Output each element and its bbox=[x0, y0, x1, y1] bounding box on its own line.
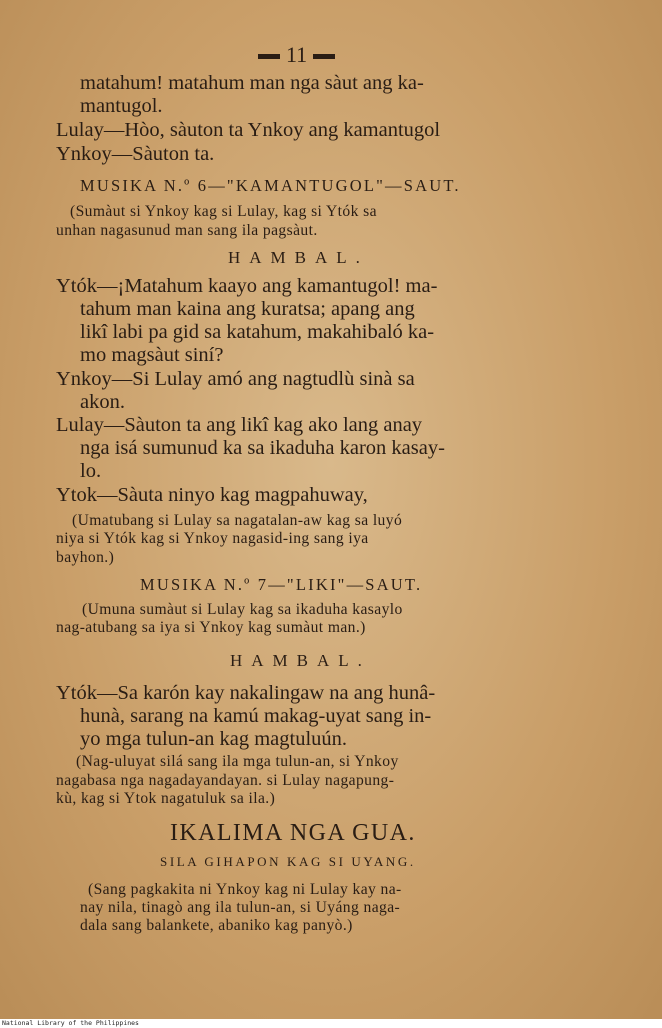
music-heading: MUSIKA N.º 7—"LIKI"—SAUT. bbox=[140, 575, 423, 594]
chapter-subtitle: SILA GIHAPON KAG SI UYANG. bbox=[160, 854, 416, 869]
page-number: 11 bbox=[252, 42, 341, 68]
stage-direction: (Umuna sumàut si Lulay kag sa ikaduha kasaylo bbox=[82, 601, 403, 618]
stage-direction: nay nila, tinagò ang ila tulun-an, si Uyáng naga- bbox=[80, 899, 401, 916]
stage-direction: unhan nagasunud man sang ila pagsàut. bbox=[56, 222, 318, 239]
stage-direction: nag-atubang sa iya si Ynkoy kag sumàut man.) bbox=[56, 619, 366, 636]
text-line: hunà, sarang na kamú makag-uyat sang in- bbox=[80, 705, 432, 727]
dialogue-line: Ytok—Sàuta ninyo kag magpahuway, bbox=[56, 484, 368, 506]
music-heading: MUSIKA N.º 6—"KAMANTUGOL"—SAUT. bbox=[80, 176, 461, 195]
stage-direction: nagabasa nga nagadayandayan. si Lulay nagapung- bbox=[56, 772, 395, 789]
dialogue-line: Lulay—Sàuton ta ang likî kag ako lang anay bbox=[56, 414, 423, 436]
stage-direction: kù, kag si Ytok nagatuluk sa ila.) bbox=[56, 790, 276, 807]
text-line: mo magsàut siní? bbox=[80, 344, 224, 366]
text-line: likî labi pa gid sa katahum, makahibaló ka- bbox=[80, 321, 435, 343]
stage-direction: (Nag-uluyat silá sang ila mga tulun-an, si Ynkoy bbox=[76, 753, 399, 770]
dialogue-line: Lulay—Hòo, sàuton ta Ynkoy ang kamantugol bbox=[56, 119, 441, 141]
dialogue-line: Ynkoy—Si Lulay amó ang nagtudlù sinà sa bbox=[56, 368, 415, 390]
text-line: matahum! matahum man nga sàut ang ka- bbox=[80, 72, 424, 94]
section-label: HAMBAL. bbox=[230, 651, 371, 670]
stage-direction: niya si Ytók kag si Ynkoy nagasid-ing sang iya bbox=[56, 530, 369, 547]
dialogue-line: Ytók—Sa karón kay nakalingaw na ang hunâ- bbox=[56, 682, 436, 704]
chapter-title: IKALIMA NGA GUA. bbox=[170, 820, 416, 846]
dialogue-line: Ytók—¡Matahum kaayo ang kamantugol! ma- bbox=[56, 275, 438, 297]
stage-direction: bayhon.) bbox=[56, 549, 115, 566]
text-line: nga isá sumunud ka sa ikaduha karon kasay- bbox=[80, 437, 445, 459]
text-line: mantugol. bbox=[80, 95, 163, 117]
library-footer: National Library of the Philippines bbox=[0, 1019, 662, 1028]
stage-direction: (Sang pagkakita ni Ynkoy kag ni Lulay kay na- bbox=[88, 881, 402, 898]
page-number-ornament-left bbox=[258, 54, 280, 59]
section-label: HAMBAL. bbox=[228, 248, 369, 267]
stage-direction: dala sang balankete, abaniko kag panyò.) bbox=[80, 917, 353, 934]
stage-direction: (Umatubang si Lulay sa nagatalan-aw kag sa luyó bbox=[72, 512, 403, 529]
stage-direction: (Sumàut si Ynkoy kag si Lulay, kag si Ytók sa bbox=[70, 203, 377, 220]
text-line: akon. bbox=[80, 391, 125, 413]
dialogue-line: Ynkoy—Sàuton ta. bbox=[56, 143, 215, 165]
text-line: tahum man kaina ang kuratsa; apang ang bbox=[80, 298, 415, 320]
text-line: yo mga tulun-an kag magtuluún. bbox=[80, 728, 348, 750]
page-number-ornament-right bbox=[313, 54, 335, 59]
text-line: lo. bbox=[80, 460, 102, 482]
